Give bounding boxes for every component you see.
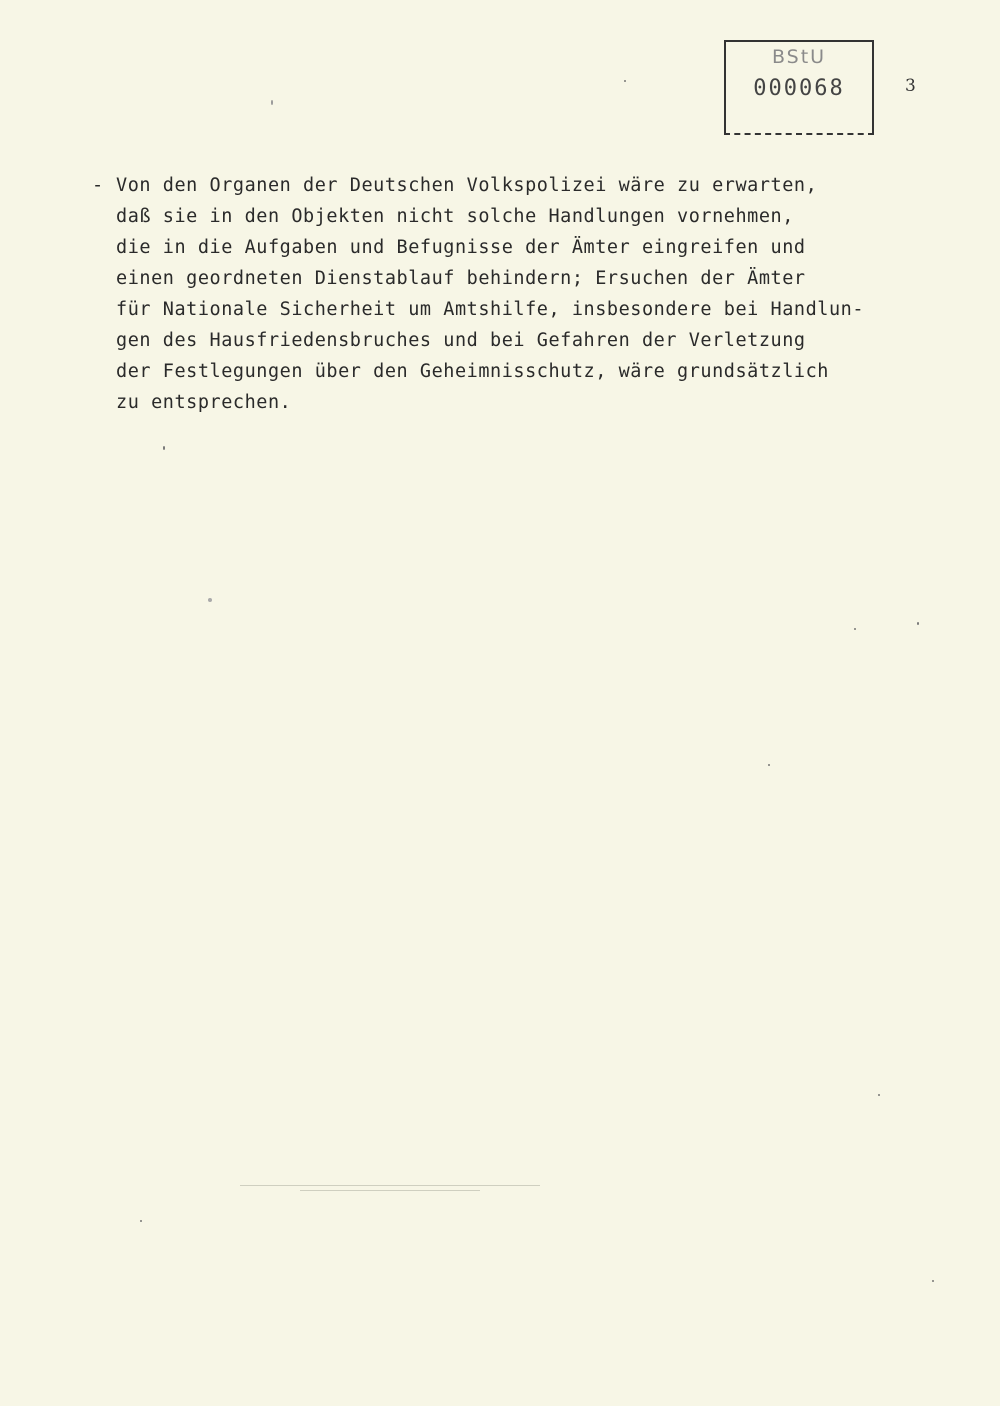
archive-stamp bbox=[724, 40, 874, 135]
scan-smudge bbox=[240, 1185, 540, 1186]
scan-speck bbox=[854, 628, 856, 630]
stamp-org-label: BStU bbox=[771, 46, 827, 68]
scan-speck bbox=[932, 1280, 934, 1282]
text-line: für Nationale Sicherheit um Amtshilfe, insbesondere bei Handlun- bbox=[116, 299, 865, 320]
text-line: einen geordneten Dienstablauf behindern; Ersuchen der Ämter bbox=[116, 268, 806, 289]
scan-smudge bbox=[300, 1190, 480, 1191]
text-line: gen des Hausfriedensbruches und bei Gefahren der Verletzung bbox=[116, 330, 806, 351]
text-line: zu entsprechen. bbox=[116, 392, 292, 413]
scan-speck bbox=[624, 80, 626, 82]
text-line: die in die Aufgaben und Befugnisse der Ämter eingreifen und bbox=[116, 237, 806, 258]
page-number: 3 bbox=[905, 76, 916, 96]
text-line: der Festlegungen über den Geheimnisschutz, wäre grundsätzlich bbox=[116, 361, 829, 382]
text-line: Von den Organen der Deutschen Volkspolizei wäre zu erwarten, bbox=[116, 175, 818, 196]
text-line: daß sie in den Objekten nicht solche Handlungen vornehmen, bbox=[116, 206, 794, 227]
scan-speck bbox=[208, 598, 212, 602]
stamp-archive-number: 000068 bbox=[753, 76, 845, 101]
scan-speck bbox=[917, 622, 919, 625]
scan-speck bbox=[163, 446, 165, 450]
bullet-dash: - bbox=[92, 175, 104, 196]
scan-speck bbox=[878, 1094, 880, 1096]
scan-speck bbox=[271, 100, 273, 105]
scan-speck bbox=[768, 764, 770, 766]
paragraph-lines bbox=[116, 170, 864, 418]
scan-speck bbox=[140, 1220, 142, 1222]
